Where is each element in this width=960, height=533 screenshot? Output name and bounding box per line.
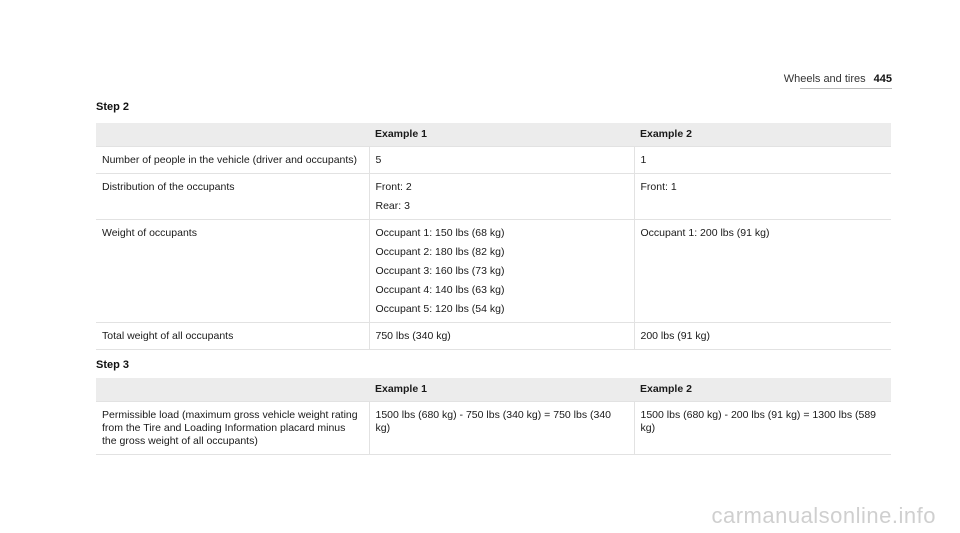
cell-line: Occupant 3: 160 lbs (73 kg) <box>375 265 505 277</box>
cell-line: 1500 lbs (680 kg) - 750 lbs (340 kg) = 750 lbs (340 kg) <box>375 409 612 434</box>
cell-line: Front: 2 <box>375 181 412 193</box>
column-header: Example 1 <box>369 123 634 147</box>
example-2-cell <box>634 220 891 323</box>
step-3-title: Step 3 <box>96 359 130 371</box>
cell-line: Occupant 2: 180 lbs (82 kg) <box>375 246 505 258</box>
column-header: Example 2 <box>634 378 891 402</box>
table-row <box>96 402 891 455</box>
table-header-row <box>96 123 891 147</box>
watermark: carmanualsonline.info <box>711 503 936 528</box>
cell-line: 750 lbs (340 kg) <box>375 330 451 342</box>
example-2-cell <box>634 174 891 220</box>
example-2-cell <box>634 323 891 350</box>
cell-line: 5 <box>375 154 382 166</box>
section-title: Wheels and tires <box>783 73 866 85</box>
cell-line: Occupant 1: 200 lbs (91 kg) <box>640 227 770 239</box>
example-2-cell <box>634 147 891 174</box>
cell-line: 200 lbs (91 kg) <box>640 330 710 342</box>
cell-line: 1500 lbs (680 kg) - 200 lbs (91 kg) = 1300 lbs (589 kg) <box>640 409 877 434</box>
example-1-cell <box>369 323 634 350</box>
page-number: 445 <box>873 73 892 85</box>
header-rule <box>800 88 892 89</box>
example-2-cell <box>634 402 891 455</box>
table-header-row <box>96 378 891 402</box>
column-header: Example 2 <box>634 123 891 147</box>
row-label: Permissible load (maximum gross vehicle weight rating from the Tire and Loading Information placard minus the gross weight of all occupants) <box>96 402 369 455</box>
cell-line: Occupant 1: 150 lbs (68 kg) <box>375 227 505 239</box>
row-label: Number of people in the vehicle (driver and occupants) <box>96 147 369 174</box>
cell-line: Occupant 5: 120 lbs (54 kg) <box>375 303 505 315</box>
step-2-table <box>96 123 891 350</box>
table-row <box>96 323 891 350</box>
example-1-cell <box>369 174 634 220</box>
row-label: Total weight of all occupants <box>96 323 369 350</box>
table-row <box>96 147 891 174</box>
column-header <box>96 123 369 147</box>
example-1-cell <box>369 220 634 323</box>
example-1-cell <box>369 402 634 455</box>
example-1-cell <box>369 147 634 174</box>
cell-line: Front: 1 <box>640 181 677 193</box>
page-header <box>760 73 892 85</box>
row-label: Distribution of the occupants <box>96 174 369 220</box>
column-header: Example 1 <box>369 378 634 402</box>
step-3-table <box>96 378 891 455</box>
row-label: Weight of occupants <box>96 220 369 323</box>
column-header <box>96 378 369 402</box>
table-row <box>96 174 891 220</box>
table-row <box>96 220 891 323</box>
cell-line: Rear: 3 <box>375 200 410 212</box>
cell-line: 1 <box>640 154 647 166</box>
step-2-title: Step 2 <box>96 101 130 113</box>
cell-line: Occupant 4: 140 lbs (63 kg) <box>375 284 505 296</box>
